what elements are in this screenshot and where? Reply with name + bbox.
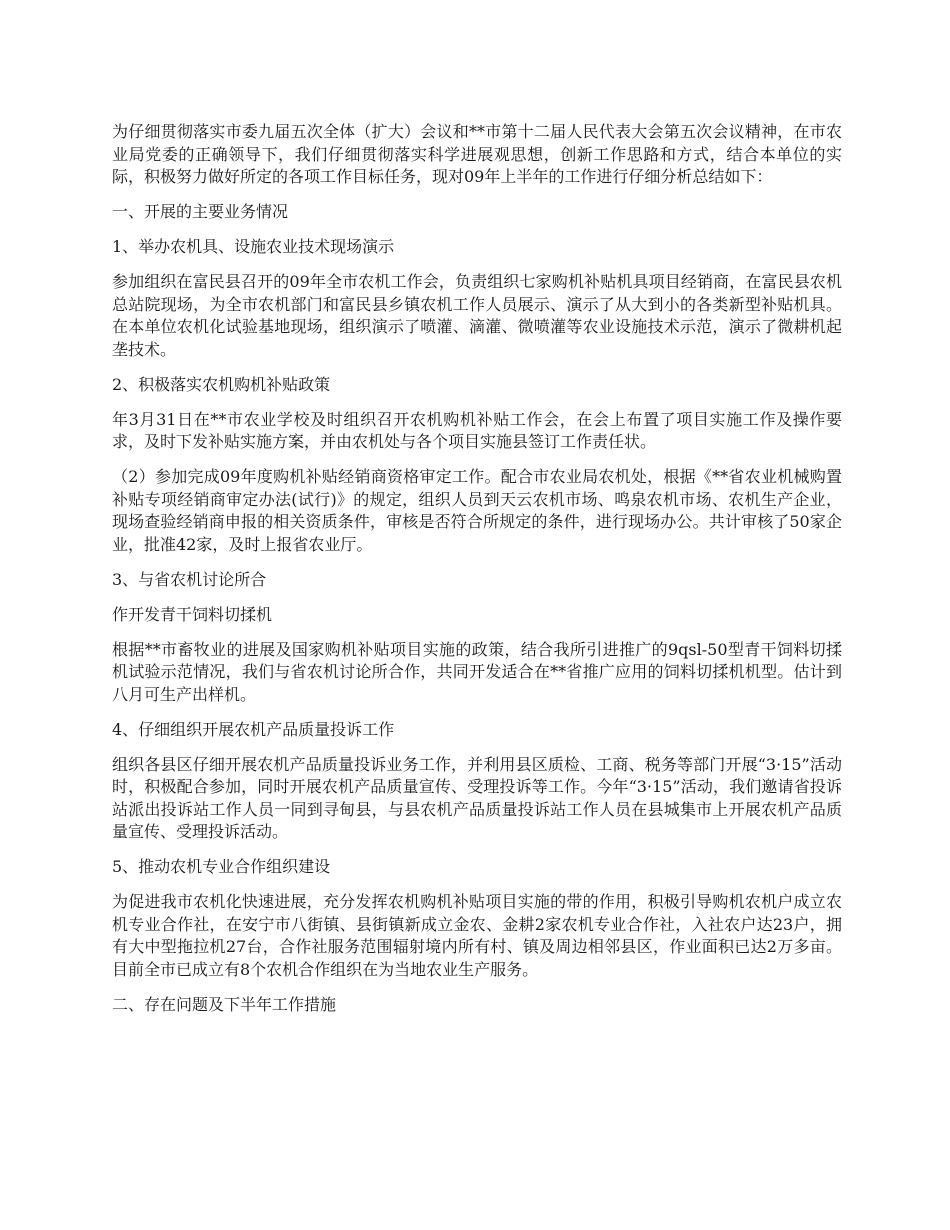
paragraph-subsidy-meeting: 年3月31日在**市农业学校及时组织召开农机购机补贴工作会，在会上布置了项目实施工作及操作要求，及时下发补贴实施方案，并由农机处与各个项目实施县签订工作责任状。: [112, 409, 842, 451]
intro-paragraph: 为仔细贯彻落实市委九届五次全体（扩大）会议和**市第十二届人民代表大会第五次会议精神，在市农业局党委的正确领导下，我们仔细贯彻落实科学进展观思想，创新工作思路和方式，结合本单位的实际，积极努力做好所定的各项工作目标任务，现对09年上半年的工作进行仔细分析总结如下：: [112, 122, 842, 186]
subheading-cooperation: 3、与省农机讨论所合: [112, 569, 267, 589]
subheading-complaints: 4、仔细组织开展农机产品质量投诉工作: [112, 719, 395, 739]
paragraph-complaints: 组织各县区仔细开展农机产品质量投诉业务工作，并利用县区质检、工商、税务等部门开展“3·15”活动时，积极配合参加，同时开展农机产品质量宣传、受理投诉等工作。今年“3·15”活动，我们邀请省投诉站派出投诉站工作人员一同到寻甸县，与县农机产品质量投诉站工作人员在县城集市上开展农机产品质量宣传、受理投诉活动。: [112, 754, 842, 841]
subheading-demo: 1、举办农机具、设施农业技术现场演示: [112, 237, 395, 256]
paragraph-dealer-review: （2）参加完成09年度购机补贴经销商资格审定工作。配合市农业局农机处，根据《**省农业机械购置补贴专项经销商审定办法(试行)》的规定，组织人员到天云农机市场、鸣泉农机市场、农机生产企业，现场查验经销商申报的相关资质条件，审核是否符合所规定的条件，进行现场办公。共计审核了50家企业，批准42家，及时上报省农业厅。: [112, 467, 842, 554]
subheading-subsidy: 2、积极落实农机购机补贴政策: [112, 374, 331, 394]
paragraph-cooperatives: 为促进我市农机化快速进展，充分发挥农机购机补贴项目实施的带的作用，积极引导购机农机户成立农机专业合作社，在安宁市八街镇、县街镇新成立金农、金耕2家农机专业合作社，入社农户达23户，拥有大中型拖拉机27台，合作社服务范围辐射境内所有村、镇及周边相邻县区，作业面积已达2万多亩。目前全市已成立有8个农机合作组织在为当地农业生产服务。: [112, 892, 842, 979]
section-heading-problems: 二、存在问题及下半年工作措施: [112, 994, 337, 1014]
paragraph-feed-machine: 根据**市畜牧业的进展及国家购机补贴项目实施的政策，结合我所引进推广的9qsl-50型青干饲料切揉机试验示范情况，我们与省农机讨论所合作，共同开发适合在**省推广应用的饲料切揉机机型。估计到八月可生产出样机。: [112, 639, 842, 704]
paragraph-demo: 参加组织在富民县召开的09年全市农机工作会，负责组织七家购机补贴机具项目经销商，在富民县农机总站院现场，为全市农机部门和富民县乡镇农机工作人员展示、演示了从大到小的各类新型补贴机具。在本单位农机化试验基地现场，组织演示了喷灌、滴灌、微喷灌等农业设施技术示范，演示了微耕机起垄技术。: [112, 272, 842, 359]
subheading-cooperatives: 5、推动农机专业合作组织建设: [112, 857, 331, 876]
document-page: [112, 121, 842, 1029]
section-heading-main-business: 一、开展的主要业务情况: [112, 202, 289, 221]
subheading-cooperation-cont: 作开发青干饲料切揉机: [112, 604, 273, 624]
